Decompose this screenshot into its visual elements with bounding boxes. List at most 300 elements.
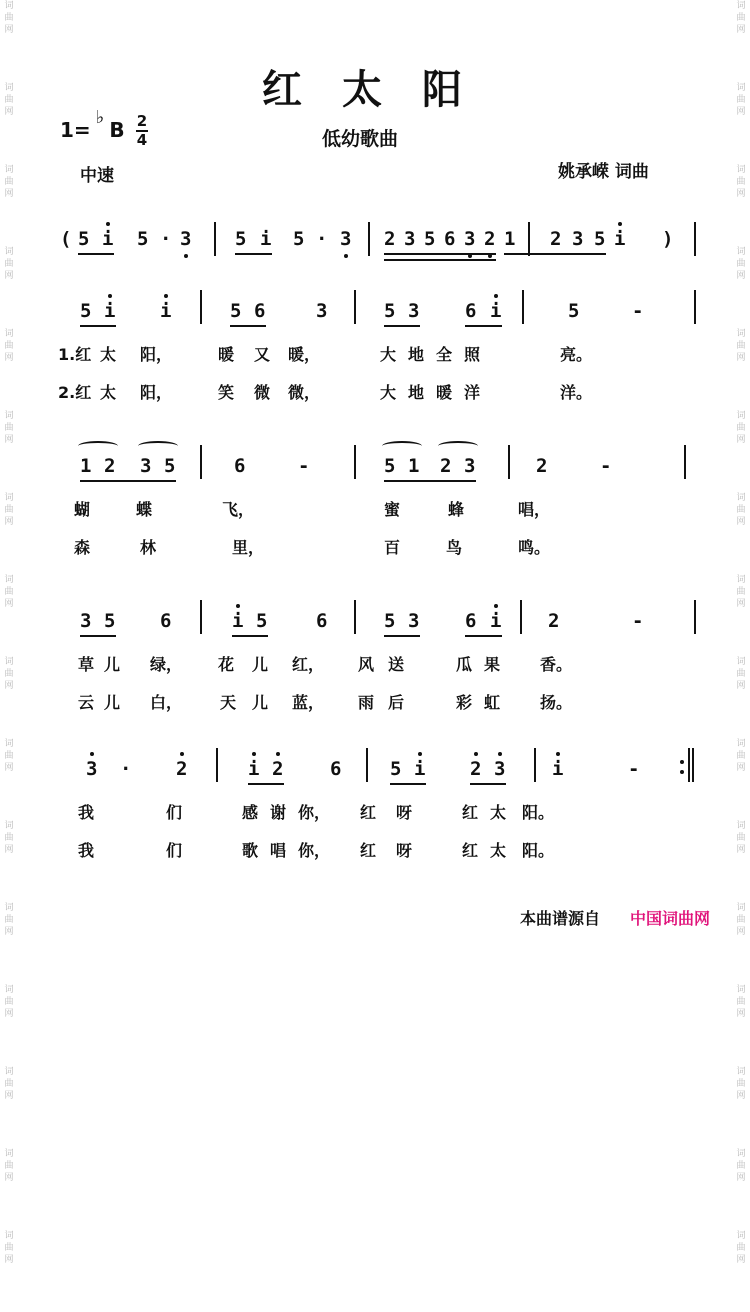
watermark-char: 网 xyxy=(4,845,14,855)
note: · xyxy=(120,758,132,780)
note: 5 xyxy=(230,300,242,322)
slur xyxy=(438,441,478,451)
watermark-char: 曲 xyxy=(736,423,746,433)
barline xyxy=(216,748,218,782)
lyric-syllable: 阳， xyxy=(140,345,173,364)
lyric-syllable: 2.红 xyxy=(58,383,92,402)
note: i xyxy=(414,758,426,780)
beam-underline xyxy=(80,325,116,327)
note: 2 xyxy=(440,455,452,477)
lyric-syllable: 蜂 xyxy=(448,500,465,519)
lyric-syllable: 又 xyxy=(254,345,271,364)
watermark-char: 网 xyxy=(736,1009,746,1019)
watermark-char: 曲 xyxy=(4,13,14,23)
watermark-char: 词 xyxy=(736,1067,746,1077)
lyric-syllable: 儿 xyxy=(104,655,121,674)
octave-dot-high xyxy=(556,752,560,756)
note: 3 xyxy=(80,610,92,632)
note: 3 xyxy=(140,455,152,477)
watermark-char: 词 xyxy=(4,657,14,667)
watermark-right xyxy=(734,0,748,1312)
note: i xyxy=(490,610,502,632)
note: i xyxy=(614,228,626,250)
watermark-char: 词 xyxy=(4,739,14,749)
lyric-syllable: 洋 xyxy=(464,383,481,402)
barline xyxy=(688,748,690,782)
lyric-syllable: 你， xyxy=(298,841,331,860)
lyric-syllable: 阳。 xyxy=(522,841,555,860)
watermark-char: 网 xyxy=(736,1255,746,1265)
lyric-syllable: 1.红 xyxy=(58,345,92,364)
watermark-char: 曲 xyxy=(4,669,14,679)
lyric-syllable: 大 xyxy=(380,345,397,364)
watermark-char: 曲 xyxy=(736,177,746,187)
watermark-char: 曲 xyxy=(4,95,14,105)
lyric-syllable: 太 xyxy=(490,841,507,860)
watermark-char: 网 xyxy=(736,517,746,527)
watermark-char: 网 xyxy=(4,599,14,609)
watermark-char: 词 xyxy=(4,165,14,175)
lyric-syllable: 暖 xyxy=(218,345,235,364)
note: - xyxy=(600,455,612,477)
beam-underline xyxy=(465,325,502,327)
lyric-syllable: 全 xyxy=(436,345,453,364)
note: i xyxy=(104,300,116,322)
note: - xyxy=(632,300,644,322)
note: ) xyxy=(662,228,674,250)
watermark-char: 网 xyxy=(736,189,746,199)
note: · xyxy=(316,228,328,250)
lyric-syllable: 红 xyxy=(462,841,479,860)
beam-underline xyxy=(384,325,420,327)
lyric-syllable: 后 xyxy=(388,693,405,712)
note: 5 xyxy=(384,455,396,477)
barline xyxy=(354,445,356,479)
watermark-char: 网 xyxy=(4,271,14,281)
octave-dot-high xyxy=(494,294,498,298)
lyric-syllable: 蝴 xyxy=(74,500,91,519)
watermark-char: 词 xyxy=(736,1,746,11)
lyric-syllable: 歌 xyxy=(242,841,259,860)
watermark-char: 网 xyxy=(4,25,14,35)
beam-underline xyxy=(384,480,476,482)
note: 2 xyxy=(384,228,396,250)
lyric-syllable: 白， xyxy=(150,693,183,712)
note: 5 xyxy=(256,610,268,632)
watermark-char: 词 xyxy=(4,411,14,421)
lyric-syllable: 蓝， xyxy=(292,693,325,712)
watermark-char: 词 xyxy=(736,1149,746,1159)
note: 2 xyxy=(470,758,482,780)
lyric-syllable: 地 xyxy=(408,383,425,402)
octave-dot-high xyxy=(418,752,422,756)
watermark-char: 词 xyxy=(736,247,746,257)
note: - xyxy=(632,610,644,632)
watermark-char: 网 xyxy=(4,1091,14,1101)
source-site-link[interactable]: 中国词曲网 xyxy=(630,909,711,928)
watermark-char: 曲 xyxy=(736,669,746,679)
repeat-dot xyxy=(680,760,684,764)
note: i xyxy=(160,300,172,322)
lyric-syllable: 里， xyxy=(232,538,265,557)
note: i xyxy=(248,758,260,780)
watermark-char: 词 xyxy=(736,821,746,831)
watermark-char: 网 xyxy=(4,1173,14,1183)
note: 5 xyxy=(137,228,149,250)
song-genre: 低幼歌曲 xyxy=(322,128,399,150)
octave-dot-high xyxy=(276,752,280,756)
lyric-syllable: 儿 xyxy=(104,693,121,712)
note: 1 xyxy=(80,455,92,477)
octave-dot-high xyxy=(494,604,498,608)
lyric-syllable: 鸣。 xyxy=(518,538,551,557)
watermark-char: 曲 xyxy=(736,95,746,105)
watermark-char: 网 xyxy=(4,353,14,363)
note: 6 xyxy=(465,610,477,632)
note: 3 xyxy=(572,228,584,250)
note: 1 xyxy=(408,455,420,477)
watermark-char: 曲 xyxy=(4,587,14,597)
octave-dot-high xyxy=(180,752,184,756)
watermark-char: 网 xyxy=(736,763,746,773)
watermark-char: 词 xyxy=(4,247,14,257)
note: i xyxy=(232,610,244,632)
beam-underline xyxy=(384,253,496,255)
beam-underline xyxy=(232,635,268,637)
barline xyxy=(520,600,522,634)
barline xyxy=(528,222,530,256)
watermark-char: 网 xyxy=(4,189,14,199)
note: 3 xyxy=(86,758,98,780)
lyric-syllable: 送 xyxy=(388,655,405,674)
watermark-char: 网 xyxy=(736,271,746,281)
lyric-syllable: 微 xyxy=(254,383,271,402)
watermark-char: 词 xyxy=(736,411,746,421)
watermark-char: 网 xyxy=(4,435,14,445)
watermark-char: 网 xyxy=(4,517,14,527)
barline xyxy=(508,445,510,479)
barline xyxy=(214,222,216,256)
lyric-syllable: 阳， xyxy=(140,383,173,402)
watermark-char: 曲 xyxy=(736,341,746,351)
watermark-char: 网 xyxy=(736,845,746,855)
note: 5 xyxy=(594,228,606,250)
watermark-char: 网 xyxy=(4,1255,14,1265)
beam-underline xyxy=(470,783,506,785)
watermark-char: 曲 xyxy=(4,915,14,925)
lyric-syllable: 笑 xyxy=(218,383,235,402)
lyric-syllable: 太 xyxy=(490,803,507,822)
note: 3 xyxy=(464,228,476,250)
lyric-syllable: 绿， xyxy=(150,655,183,674)
watermark-char: 词 xyxy=(4,821,14,831)
lyric-syllable: 蜜 xyxy=(384,500,401,519)
note: 5 xyxy=(568,300,580,322)
note: 5 xyxy=(104,610,116,632)
note: 2 xyxy=(176,758,188,780)
watermark-char: 曲 xyxy=(736,505,746,515)
lyric-syllable: 暖 xyxy=(436,383,453,402)
octave-dot-low xyxy=(184,254,188,258)
barline xyxy=(522,290,524,324)
watermark-char: 曲 xyxy=(736,587,746,597)
lyric-syllable: 照 xyxy=(464,345,481,364)
octave-dot-high xyxy=(108,294,112,298)
lyric-syllable: 太 xyxy=(100,383,117,402)
watermark-char: 词 xyxy=(736,739,746,749)
note: 6 xyxy=(465,300,477,322)
watermark-char: 词 xyxy=(4,493,14,503)
lyric-syllable: 扬。 xyxy=(540,693,573,712)
source-label: 本曲谱源自 xyxy=(520,909,601,928)
watermark-char: 曲 xyxy=(4,505,14,515)
lyric-syllable: 太 xyxy=(100,345,117,364)
watermark-char: 网 xyxy=(4,763,14,773)
lyric-syllable: 风 xyxy=(358,655,375,674)
octave-dot-high xyxy=(618,222,622,226)
song-title: 红太阳 xyxy=(262,67,502,113)
barline xyxy=(684,445,686,479)
watermark-char: 网 xyxy=(4,927,14,937)
note: 6 xyxy=(316,610,328,632)
lyric-syllable: 果 xyxy=(484,655,501,674)
beam-underline xyxy=(80,480,176,482)
lyric-syllable: 你， xyxy=(298,803,331,822)
barline xyxy=(354,290,356,324)
lyric-syllable: 儿 xyxy=(252,655,269,674)
barline xyxy=(368,222,370,256)
note: 2 xyxy=(550,228,562,250)
watermark-char: 曲 xyxy=(736,1243,746,1253)
watermark-char: 网 xyxy=(736,353,746,363)
note: 2 xyxy=(272,758,284,780)
watermark-left xyxy=(2,0,16,1312)
lyric-syllable: 森 xyxy=(74,538,91,557)
lyric-syllable: 唱， xyxy=(518,500,551,519)
note: - xyxy=(298,455,310,477)
watermark-char: 词 xyxy=(736,493,746,503)
watermark-char: 曲 xyxy=(4,259,14,269)
watermark-char: 曲 xyxy=(736,833,746,843)
lyric-syllable: 谢 xyxy=(270,803,287,822)
key-signature: 1= ♭ B xyxy=(60,107,125,142)
lyric-syllable: 蝶 xyxy=(136,500,153,519)
note: 2 xyxy=(104,455,116,477)
lyric-syllable: 花 xyxy=(218,655,235,674)
watermark-char: 词 xyxy=(4,329,14,339)
watermark-char: 网 xyxy=(736,599,746,609)
watermark-char: 曲 xyxy=(736,13,746,23)
tempo-marking: 中速 xyxy=(80,166,114,186)
beam-underline xyxy=(465,635,502,637)
watermark-char: 曲 xyxy=(4,1243,14,1253)
octave-dot-high xyxy=(90,752,94,756)
watermark-char: 网 xyxy=(736,927,746,937)
note: 5 xyxy=(384,300,396,322)
note: 1 xyxy=(504,228,516,250)
note: 2 xyxy=(548,610,560,632)
octave-dot-low xyxy=(344,254,348,258)
note: 3 xyxy=(464,455,476,477)
beam-underline xyxy=(390,783,426,785)
note: 5 xyxy=(424,228,436,250)
note: 3 xyxy=(340,228,352,250)
note: 5 xyxy=(293,228,305,250)
lyric-syllable: 红 xyxy=(360,841,377,860)
note: i xyxy=(102,228,114,250)
repeat-dot xyxy=(680,770,684,774)
note: 6 xyxy=(234,455,246,477)
lyric-syllable: 亮。 xyxy=(560,345,593,364)
barline xyxy=(694,290,696,324)
watermark-char: 网 xyxy=(736,1173,746,1183)
barline xyxy=(692,748,694,782)
watermark-char: 词 xyxy=(4,575,14,585)
lyric-syllable: 儿 xyxy=(252,693,269,712)
lyric-syllable: 感 xyxy=(242,803,259,822)
lyric-syllable: 地 xyxy=(408,345,425,364)
barline xyxy=(694,600,696,634)
time-signature: 2 4 xyxy=(136,112,148,149)
watermark-char: 曲 xyxy=(4,423,14,433)
beam-underline xyxy=(384,259,496,261)
barline xyxy=(200,445,202,479)
note: 5 xyxy=(384,610,396,632)
barline xyxy=(200,600,202,634)
lyric-syllable: 百 xyxy=(384,538,401,557)
note: - xyxy=(628,758,640,780)
note: i xyxy=(260,228,272,250)
lyric-syllable: 香。 xyxy=(540,655,573,674)
lyric-syllable: 洋。 xyxy=(560,383,593,402)
watermark-char: 词 xyxy=(736,985,746,995)
watermark-char: 词 xyxy=(736,329,746,339)
watermark-char: 词 xyxy=(4,985,14,995)
note: 3 xyxy=(408,300,420,322)
watermark-char: 词 xyxy=(736,83,746,93)
note: 3 xyxy=(494,758,506,780)
lyric-syllable: 红， xyxy=(292,655,325,674)
watermark-char: 词 xyxy=(4,1,14,11)
lyric-syllable: 云 xyxy=(78,693,95,712)
beam-underline xyxy=(248,783,284,785)
composer-credit: 姚承嵘 词曲 xyxy=(558,162,649,182)
watermark-char: 网 xyxy=(4,1009,14,1019)
lyric-syllable: 大 xyxy=(380,383,397,402)
watermark-char: 词 xyxy=(736,1231,746,1241)
lyric-syllable: 们 xyxy=(166,803,183,822)
lyric-syllable: 瓜 xyxy=(456,655,473,674)
watermark-char: 网 xyxy=(736,1091,746,1101)
note: 3 xyxy=(404,228,416,250)
watermark-char: 网 xyxy=(736,435,746,445)
note: 5 xyxy=(390,758,402,780)
lyric-syllable: 唱 xyxy=(270,841,287,860)
note: 6 xyxy=(330,758,342,780)
octave-dot-high xyxy=(106,222,110,226)
lyric-syllable: 飞， xyxy=(222,500,255,519)
note: · xyxy=(160,228,172,250)
lyric-syllable: 呀 xyxy=(396,841,413,860)
barline xyxy=(200,290,202,324)
lyric-syllable: 鸟 xyxy=(446,538,463,557)
watermark-char: 曲 xyxy=(736,1161,746,1171)
watermark-char: 词 xyxy=(736,903,746,913)
octave-dot-high xyxy=(236,604,240,608)
watermark-char: 曲 xyxy=(736,259,746,269)
beam-underline xyxy=(504,253,606,255)
beam-underline xyxy=(230,325,266,327)
note: 5 xyxy=(80,300,92,322)
lyric-syllable: 阳。 xyxy=(522,803,555,822)
note: i xyxy=(552,758,564,780)
lyric-syllable: 我 xyxy=(78,803,95,822)
lyric-syllable: 我 xyxy=(78,841,95,860)
octave-dot-high xyxy=(498,752,502,756)
barline xyxy=(366,748,368,782)
watermark-char: 词 xyxy=(4,1231,14,1241)
watermark-char: 曲 xyxy=(4,177,14,187)
watermark-char: 词 xyxy=(4,1067,14,1077)
watermark-char: 曲 xyxy=(4,1079,14,1089)
watermark-char: 网 xyxy=(736,107,746,117)
note: 3 xyxy=(316,300,328,322)
watermark-char: 曲 xyxy=(736,751,746,761)
watermark-char: 曲 xyxy=(736,915,746,925)
slur xyxy=(382,441,422,451)
watermark-char: 曲 xyxy=(4,1161,14,1171)
note: 6 xyxy=(254,300,266,322)
lyric-syllable: 呀 xyxy=(396,803,413,822)
lyric-syllable: 红 xyxy=(360,803,377,822)
barline xyxy=(694,222,696,256)
note: 3 xyxy=(180,228,192,250)
watermark-char: 词 xyxy=(4,903,14,913)
note: ( xyxy=(60,228,72,250)
lyric-syllable: 天 xyxy=(220,693,237,712)
watermark-char: 词 xyxy=(4,83,14,93)
slur xyxy=(78,441,118,451)
watermark-char: 曲 xyxy=(736,1079,746,1089)
lyric-syllable: 虹 xyxy=(484,693,501,712)
octave-dot-high xyxy=(474,752,478,756)
watermark-char: 网 xyxy=(4,681,14,691)
watermark-char: 曲 xyxy=(4,751,14,761)
watermark-char: 曲 xyxy=(736,997,746,1007)
lyric-syllable: 林 xyxy=(140,538,157,557)
lyric-syllable: 雨 xyxy=(358,693,375,712)
octave-dot-high xyxy=(252,752,256,756)
slur xyxy=(138,441,178,451)
watermark-char: 网 xyxy=(736,25,746,35)
watermark-char: 曲 xyxy=(4,341,14,351)
lyric-syllable: 们 xyxy=(166,841,183,860)
lyric-syllable: 红 xyxy=(462,803,479,822)
note: 6 xyxy=(160,610,172,632)
note: 5 xyxy=(78,228,90,250)
watermark-char: 网 xyxy=(4,107,14,117)
beam-underline xyxy=(384,635,420,637)
lyric-syllable: 微， xyxy=(288,383,321,402)
note: 2 xyxy=(484,228,496,250)
lyric-syllable: 彩 xyxy=(456,693,473,712)
note: 2 xyxy=(536,455,548,477)
barline xyxy=(354,600,356,634)
watermark-char: 曲 xyxy=(4,997,14,1007)
beam-underline xyxy=(80,635,116,637)
note: i xyxy=(490,300,502,322)
watermark-char: 词 xyxy=(736,657,746,667)
